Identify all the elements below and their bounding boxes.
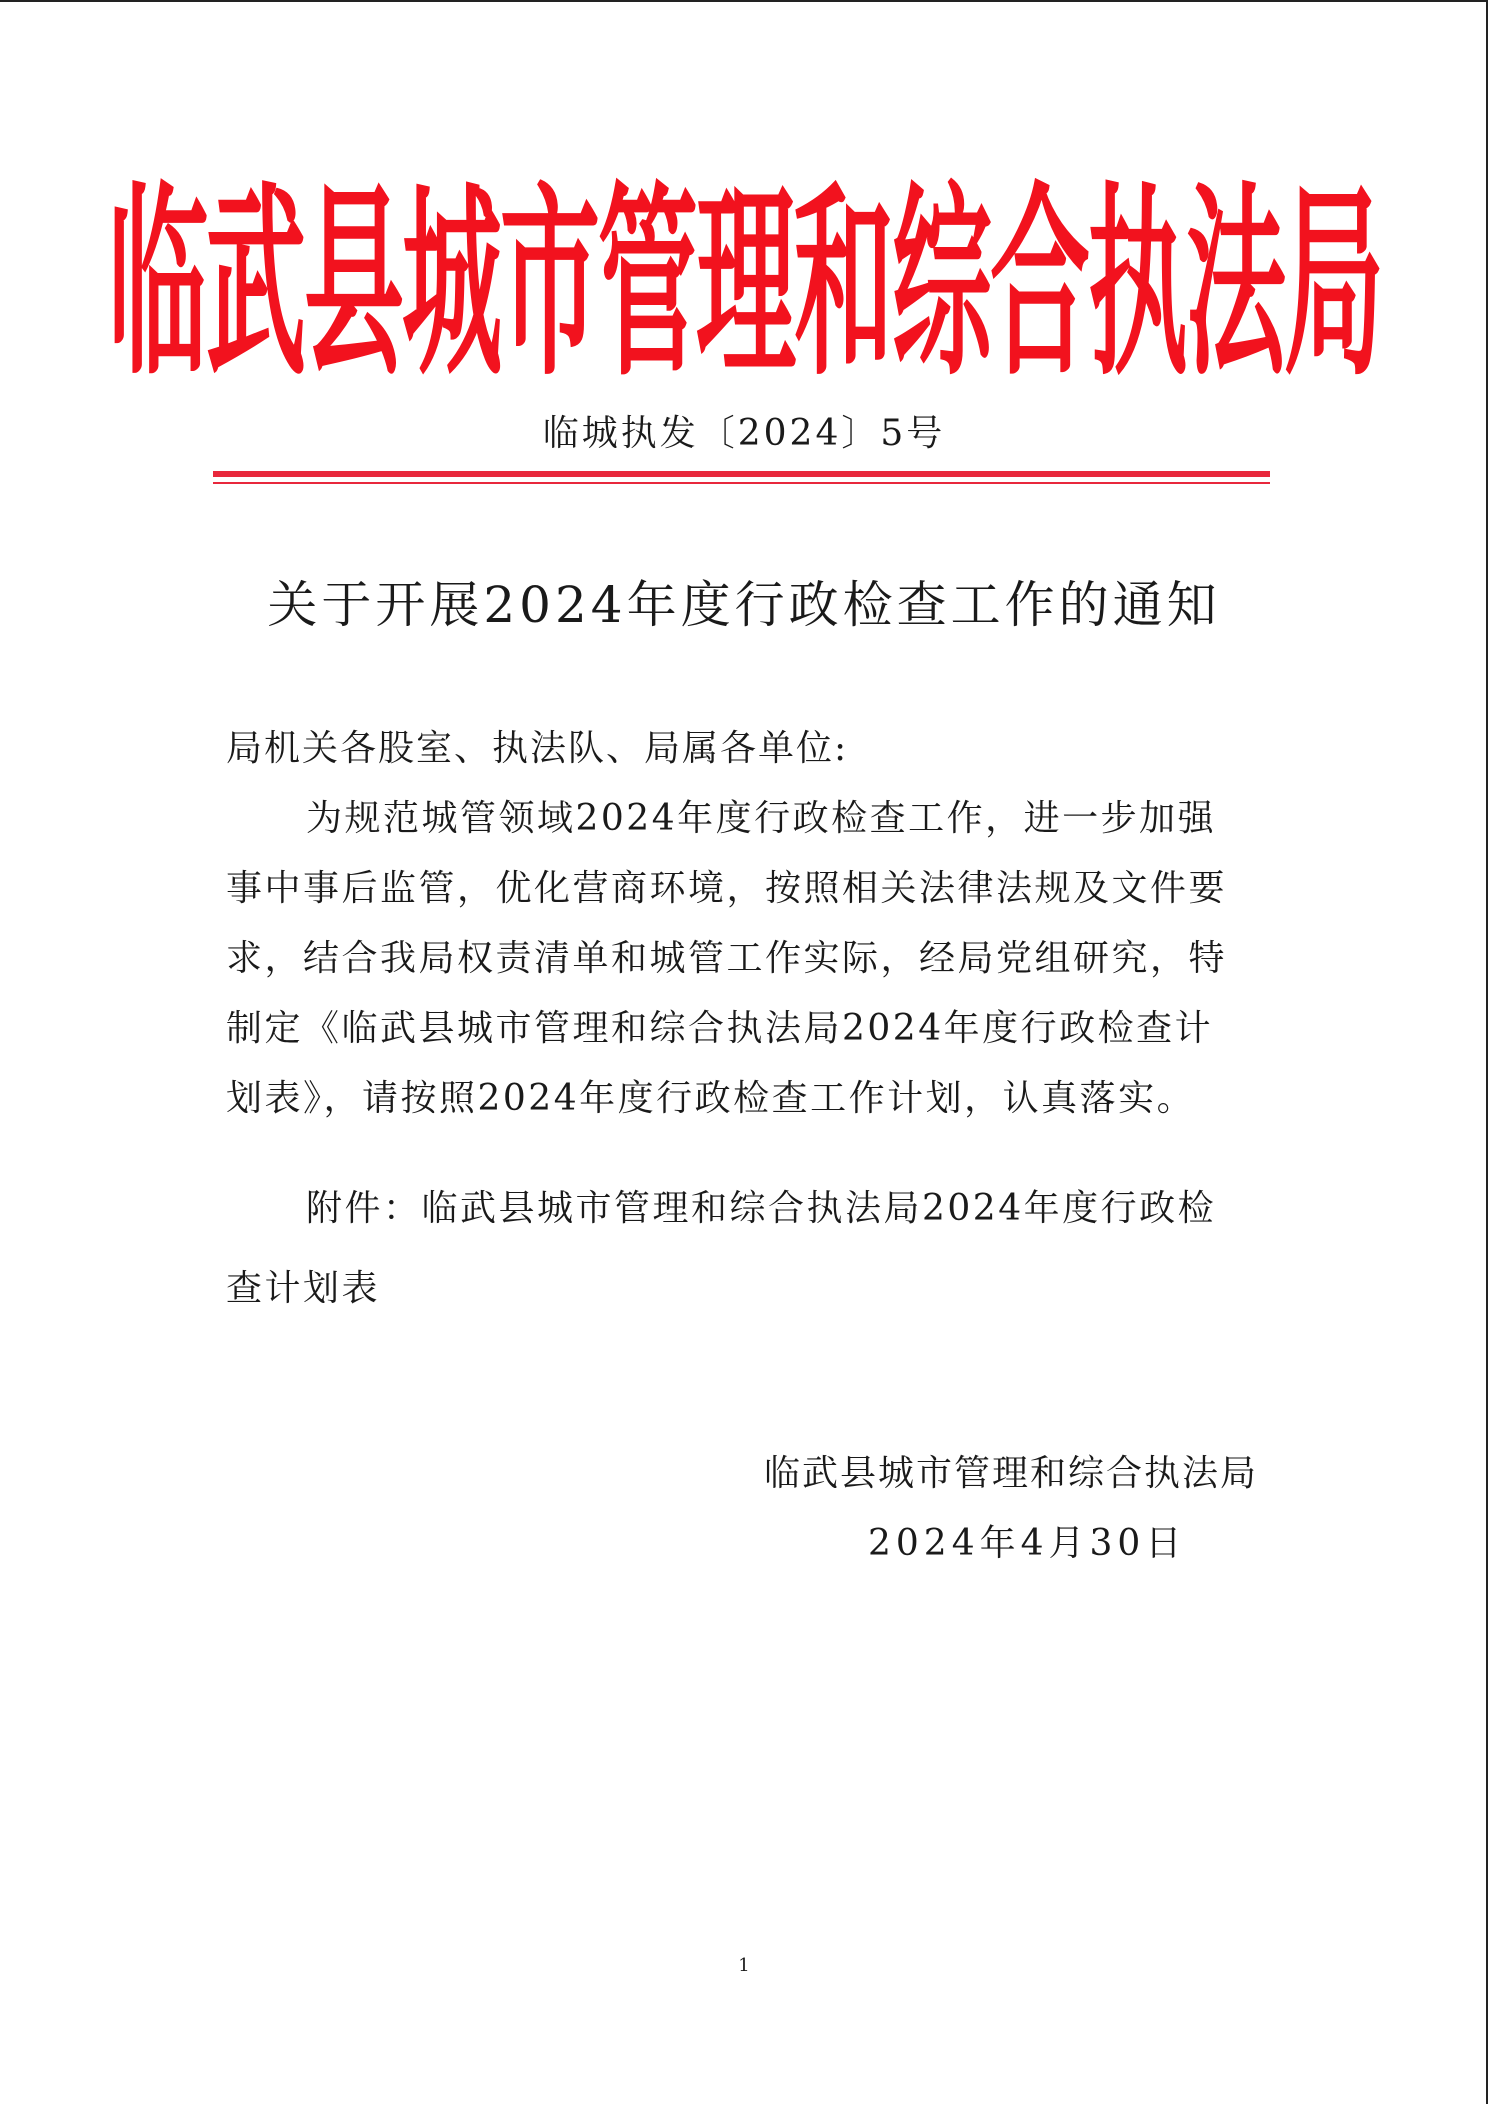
body-paragraph-line: 事中事后监管，优化营商环境，按照相关法律法规及文件要 [226, 868, 1228, 909]
document-title: 关于开展2024年度行政检查工作的通知 [267, 576, 1221, 634]
red-divider-thin [213, 482, 1270, 484]
red-divider-thick [213, 471, 1270, 477]
recipient-line: 局机关各股室、执法队、局属各单位: [226, 728, 849, 769]
body-paragraph-line: 为规范城管领域2024年度行政检查工作，进一步加强 [306, 798, 1217, 839]
attachment-line: 查计划表 [226, 1268, 381, 1309]
page-border-top [0, 0, 1488, 2]
body-paragraph-line: 制定《临武县城市管理和综合执法局2024年度行政检查计 [226, 1008, 1214, 1049]
attachment-line: 附件：临武县城市管理和综合执法局2024年度行政检 [306, 1188, 1217, 1229]
agency-masthead [108, 164, 1382, 404]
signature-org: 临武县城市管理和综合执法局 [763, 1453, 1258, 1494]
document-number: 临城执发〔2024〕5号 [542, 413, 946, 454]
body-paragraph-line: 划表》，请按照2024年度行政检查工作计划，认真落实。 [226, 1078, 1196, 1119]
body-paragraph-line: 求，结合我局权责清单和城管工作实际，经局党组研究，特 [226, 938, 1228, 979]
agency-name: 临武县城市管理和综合执法局 [108, 164, 1382, 404]
page-number: 1 [738, 1955, 750, 1976]
signature-date: 2024年4月30日 [868, 1523, 1187, 1564]
